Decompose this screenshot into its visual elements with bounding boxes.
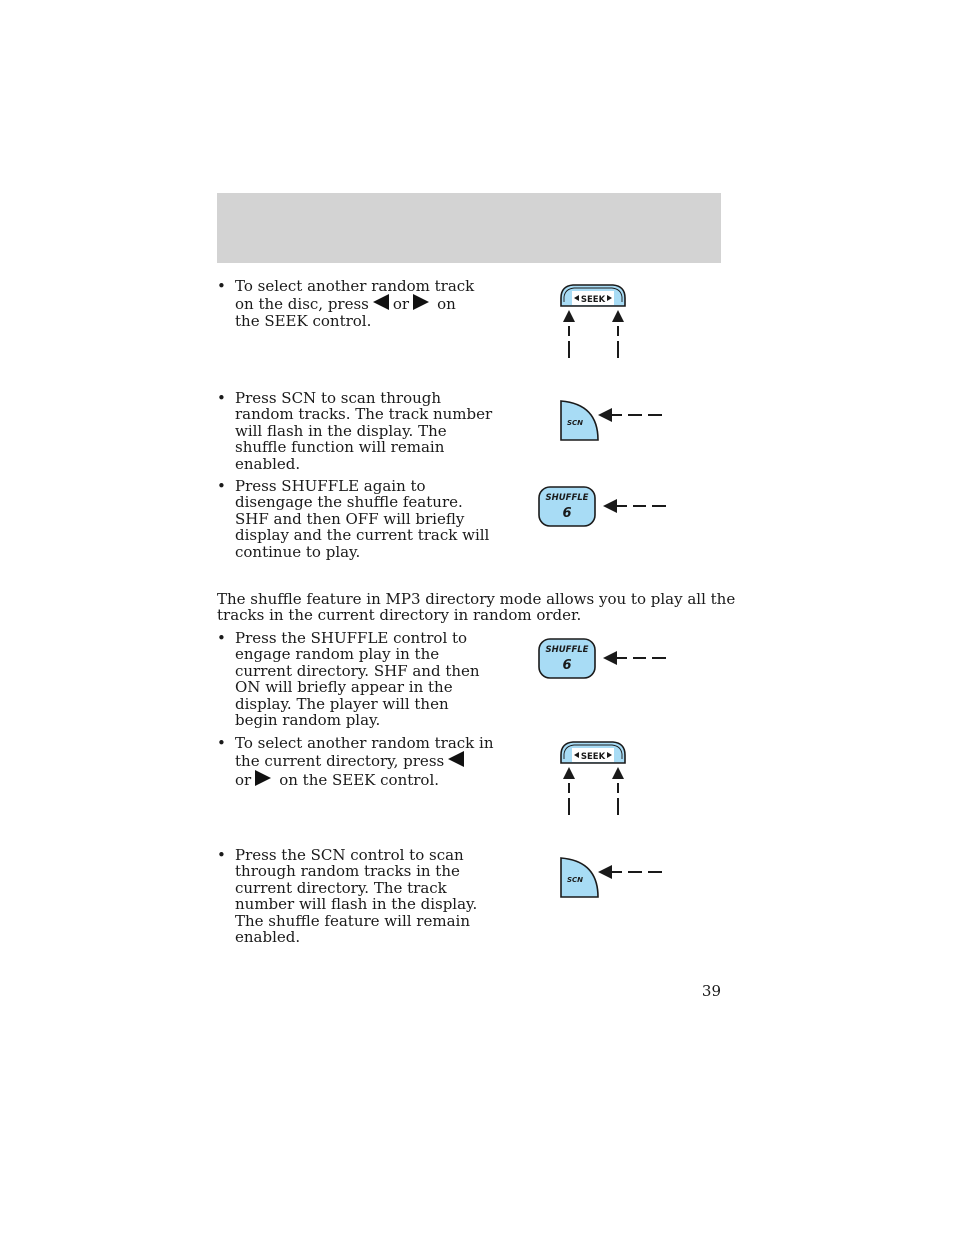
paragraph-line: tracks in the current directory in random order. [217,606,582,625]
shuffle-button-figure [536,636,670,682]
shuffle-button-number: 6 [562,658,572,673]
bullet-line: The shuffle feature will remain [235,911,470,930]
bullet-dot: • [217,277,226,295]
bullet-line: display. The player will then [235,694,449,713]
seek-button-figure [555,280,635,362]
paragraph-line: The shuffle feature in MP3 directory mode allows you to play all the [217,590,736,608]
bullet-line: the SEEK control. [235,311,372,330]
arrow-left-icon [603,499,666,513]
bullet-line: number will flash in the display. [235,895,478,914]
seek-left-icon [448,751,464,767]
bullet-line: engage random play in the [235,645,440,664]
page-number: 39 [701,982,721,1000]
bullet-line: on the disc, press or on [235,295,456,314]
bullet-line: shuffle function will remain [235,438,445,457]
bullet-dot: • [217,734,226,752]
bullet-line: Press SHUFFLE again to [235,477,426,495]
bullet-dot: • [217,477,226,495]
bullet-line: To select another random track in [235,734,494,752]
bullet-shuffle-on [217,630,480,728]
seek-right-icon [413,294,429,310]
bullet-line: SHF and then OFF will briefly [235,509,465,528]
bullet-dot: • [217,629,226,647]
bullet-scn-mp3 [217,847,477,945]
bullet-line: current directory. SHF and then [235,661,480,680]
arrow-up-icon [563,310,575,358]
bullet-line: Press the SCN control to scan [235,846,464,864]
seek-button-label: SEEK [580,752,606,762]
header-band [217,193,721,263]
scn-button-figure [558,855,666,901]
arrow-left-icon [598,865,662,879]
bullet-line: ON will briefly appear in the [235,678,453,697]
bullet-line: or on the SEEK control. [235,770,440,789]
scn-button-label: SCN [566,419,584,427]
bullet-dot: • [217,389,226,407]
seek-right-icon [255,770,271,786]
bullet-line: random tracks. The track number [235,405,493,424]
bullet-line: begin random play. [235,711,381,730]
arrow-up-icon [612,310,624,358]
bullet-line: Press SCN to scan through [235,389,442,407]
bullet-line: current directory. The track [235,878,447,897]
mp3-intro-paragraph [217,591,735,624]
shuffle-button-label: SHUFFLE [545,645,589,655]
bullet-scn-disc [217,390,492,472]
bullet-line: disengage the shuffle feature. [235,493,463,512]
shuffle-button-label: SHUFFLE [545,493,589,503]
arrow-up-icon [563,767,575,815]
scn-button-label: SCN [566,876,584,884]
bullet-line: through random tracks in the [235,862,460,881]
arrow-left-icon [603,651,666,665]
bullet-line: will flash in the display. The [235,421,447,440]
seek-left-icon [373,294,389,310]
arrow-up-icon [612,767,624,815]
bullet-dot: • [217,846,226,864]
bullet-line: display and the current track will [235,526,490,545]
shuffle-button-number: 6 [562,506,572,521]
bullet-seek-mp3 [217,735,493,788]
bullet-line: Press the SHUFFLE control to [235,629,468,647]
bullet-line: To select another random track [235,277,475,295]
shuffle-button-figure [536,484,670,530]
arrow-left-icon [598,408,662,422]
bullet-line: enabled. [235,454,301,473]
bullet-line: the current directory, press [235,751,493,769]
seek-button-figure [555,737,635,819]
seek-button-label: SEEK [580,295,606,305]
bullet-shuffle-off [217,478,489,560]
scn-button-figure [558,398,666,444]
bullet-seek-disc [217,278,474,329]
bullet-line: continue to play. [235,542,361,561]
bullet-line: enabled. [235,928,301,947]
